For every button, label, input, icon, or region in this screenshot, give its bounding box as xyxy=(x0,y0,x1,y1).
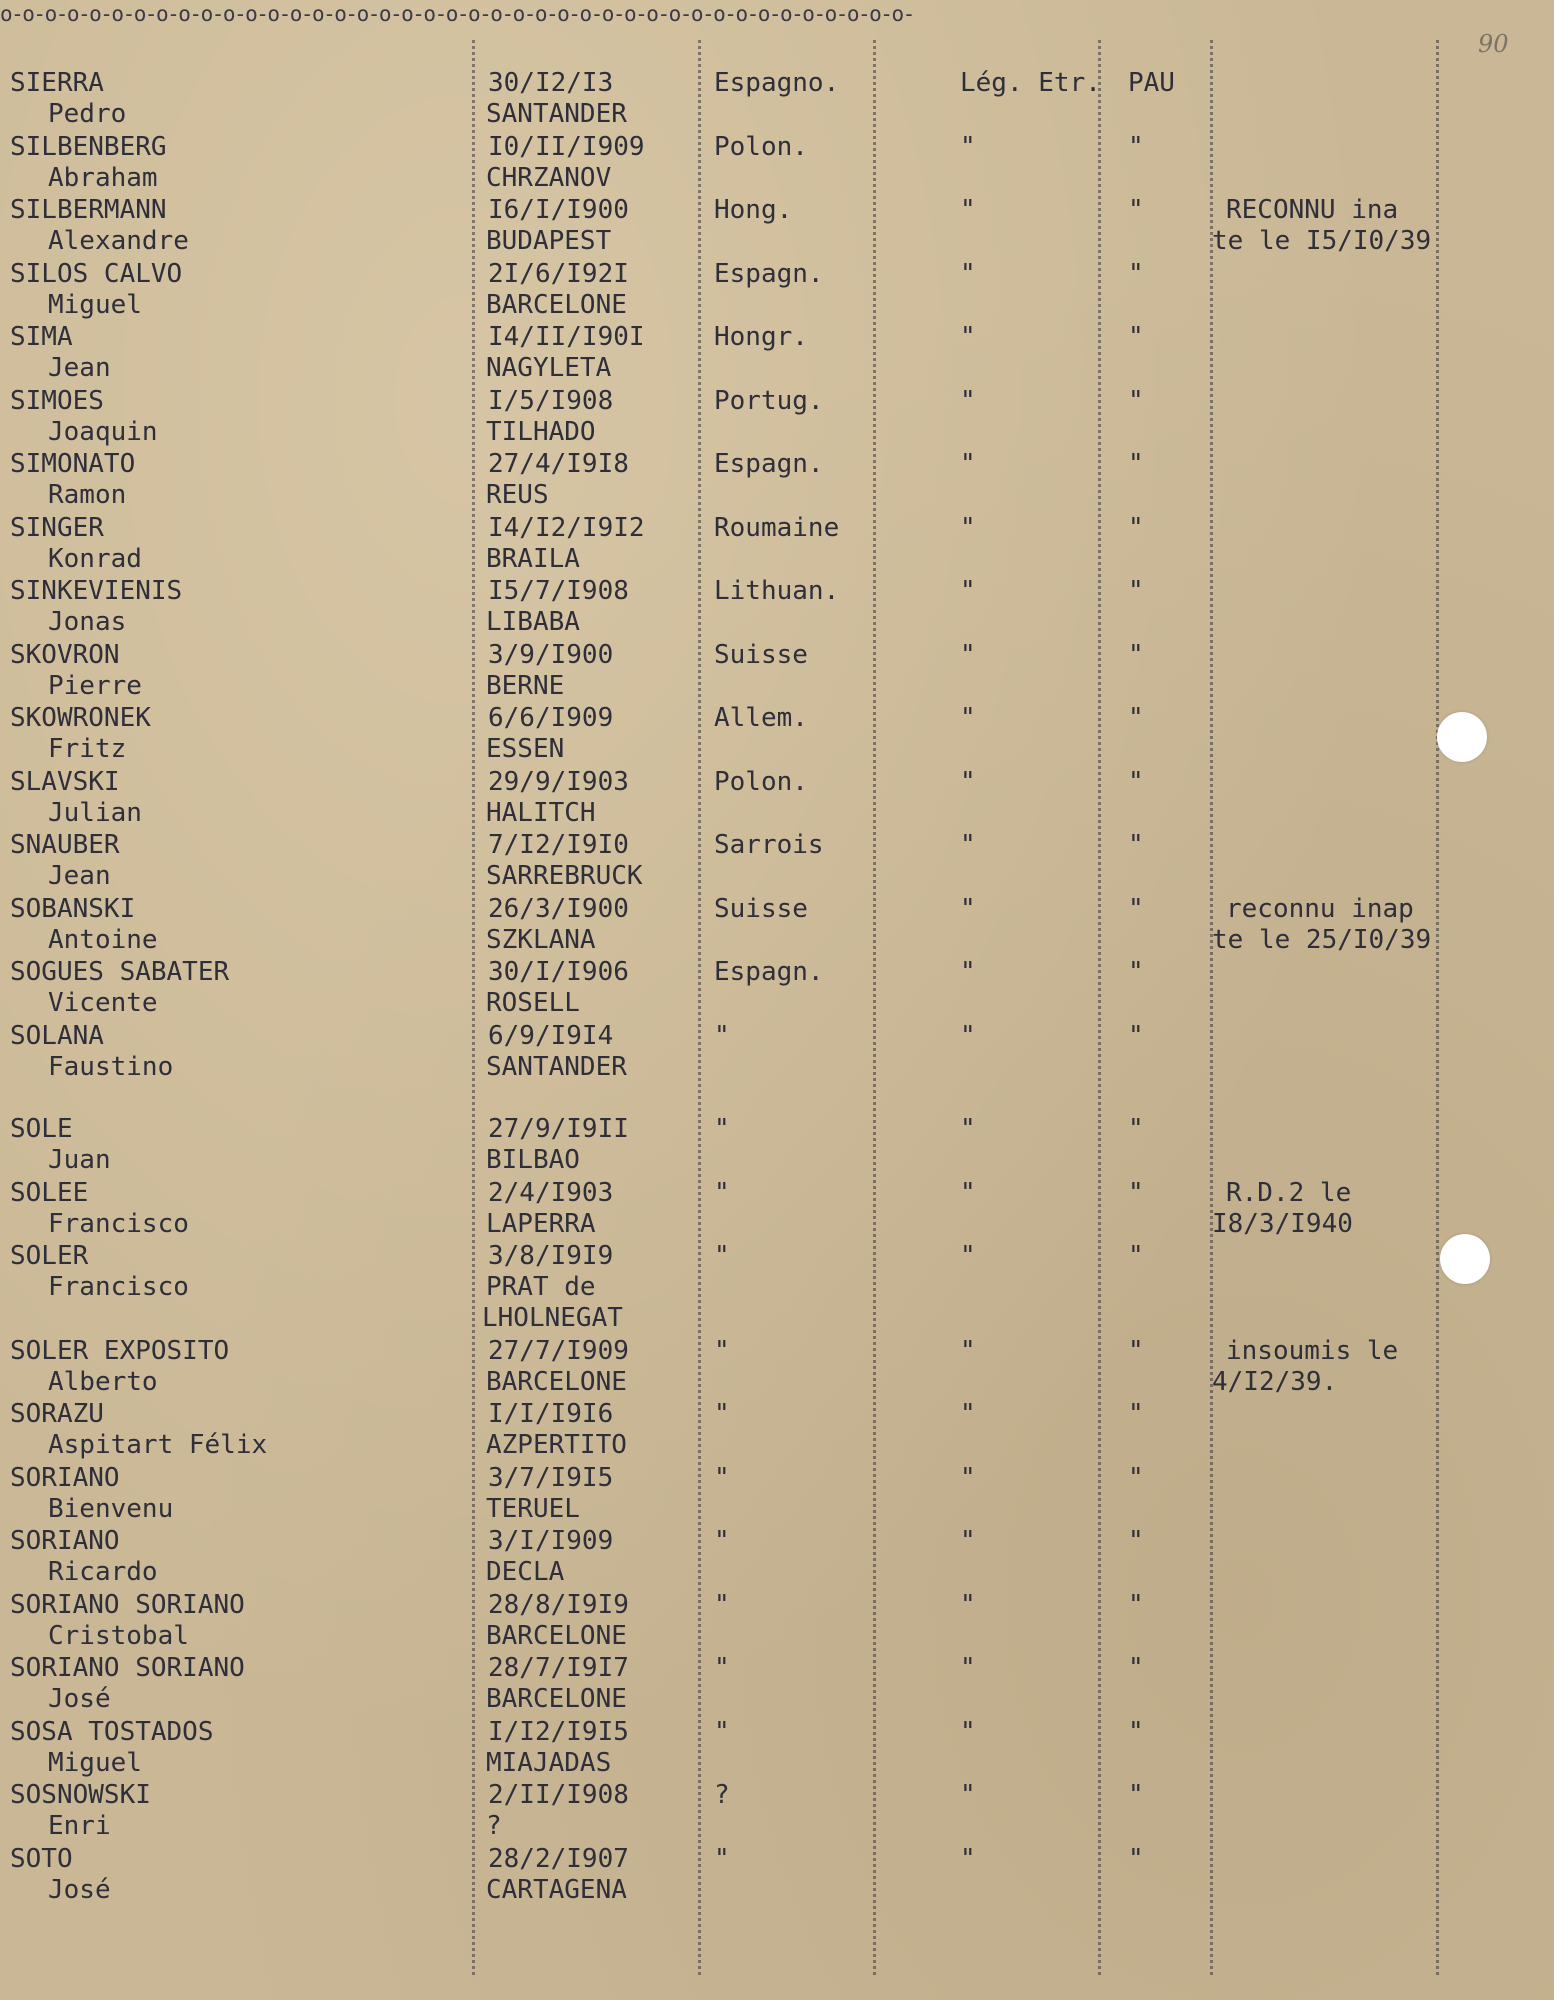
surname-cell: SLAVSKI xyxy=(10,766,120,797)
page-number: 90 xyxy=(1478,30,1509,58)
birth-place-cell: DECLA xyxy=(486,1557,565,1587)
table-row xyxy=(0,132,1554,196)
surname-cell: SOLER EXPOSITO xyxy=(10,1335,230,1366)
birth-date-cell: I4/I2/I9I2 xyxy=(488,512,645,543)
surname-cell: SOSA TOSTADOS xyxy=(10,1716,214,1747)
given-name-cell: Francisco xyxy=(48,1272,189,1302)
given-name-cell: Julian xyxy=(48,797,142,828)
location-cell: " xyxy=(1128,1843,1144,1874)
surname-cell: SOLANA xyxy=(10,1020,104,1051)
birth-date-cell: 28/8/I9I9 xyxy=(488,1589,629,1620)
given-name-cell: Juan xyxy=(48,1145,111,1175)
birth-date-cell: 27/4/I9I8 xyxy=(488,449,629,479)
birth-date-cell: I/I2/I9I5 xyxy=(488,1716,629,1747)
table-row xyxy=(0,640,1554,704)
corps-cell: " xyxy=(960,766,976,797)
corps-cell: " xyxy=(960,1241,976,1271)
given-name-cell: Bienvenu xyxy=(48,1493,174,1524)
surname-cell: SNAUBER xyxy=(10,830,120,860)
corps-cell: " xyxy=(960,893,976,924)
remark-cell: reconnu inap xyxy=(1226,893,1414,924)
table-row xyxy=(0,1021,1554,1085)
birth-place-cell: ROSELL xyxy=(486,988,580,1018)
surname-cell: SKOWRONEK xyxy=(10,703,151,733)
nationality-cell: " xyxy=(714,1177,730,1208)
corps-cell: " xyxy=(960,258,976,289)
birth-date-cell: 3/7/I9I5 xyxy=(488,1462,614,1493)
given-name-cell: Jean xyxy=(48,861,111,891)
given-name-cell: Konrad xyxy=(48,543,142,574)
surname-cell: SIMONATO xyxy=(10,449,136,479)
birth-place-cell: TERUEL xyxy=(486,1493,580,1524)
remark-cell: 4/I2/39. xyxy=(1212,1366,1338,1397)
location-cell: " xyxy=(1128,703,1144,733)
table-row xyxy=(0,576,1554,640)
nationality-cell: Espagn. xyxy=(714,957,824,987)
birth-date-cell: 28/2/I907 xyxy=(488,1843,629,1874)
given-name-cell: Cristobal xyxy=(48,1620,189,1651)
birth-place-cell: BERNE xyxy=(486,670,565,701)
table-row xyxy=(0,386,1554,450)
corps-cell: " xyxy=(960,830,976,860)
location-cell: " xyxy=(1128,322,1144,352)
table-row xyxy=(0,1526,1554,1590)
nationality-cell: Suisse xyxy=(714,893,808,924)
remark-cell: te le I5/I0/39 xyxy=(1212,226,1432,256)
birth-place-cell: BARCELONE xyxy=(486,289,627,320)
nationality-cell: " xyxy=(714,1653,730,1683)
surname-cell: SORIANO xyxy=(10,1526,120,1556)
given-name-cell: Alberto xyxy=(48,1366,158,1397)
birth-place-cell: BRAILA xyxy=(486,543,580,574)
location-cell: " xyxy=(1128,1716,1144,1747)
table-row xyxy=(0,513,1554,577)
nationality-cell: Espagno. xyxy=(714,68,840,98)
location-cell: " xyxy=(1128,1462,1144,1493)
location-cell: " xyxy=(1128,258,1144,289)
location-cell: " xyxy=(1128,195,1144,225)
birth-place-cell: MIAJADAS xyxy=(486,1747,612,1778)
nationality-cell: Hong. xyxy=(714,195,793,225)
corps-cell: " xyxy=(960,322,976,352)
table-row xyxy=(0,449,1554,513)
table-row xyxy=(0,1463,1554,1527)
location-cell: " xyxy=(1128,1589,1144,1620)
table-row xyxy=(0,1241,1554,1333)
birth-place-cell: BUDAPEST xyxy=(486,226,612,256)
nationality-cell: " xyxy=(714,1462,730,1493)
table-row xyxy=(0,1399,1554,1463)
birth-place-cell: LIBABA xyxy=(486,607,580,637)
table-row xyxy=(0,957,1554,1021)
birth-place-cell: SANTANDER xyxy=(486,1051,627,1082)
nationality-cell: Espagn. xyxy=(714,449,824,479)
corps-cell: " xyxy=(960,1780,976,1810)
given-name-cell: Pierre xyxy=(48,670,142,701)
birth-place-cell: REUS xyxy=(486,480,549,510)
birth-date-cell: 2I/6/I92I xyxy=(488,258,629,289)
nationality-cell: Roumaine xyxy=(714,512,840,543)
location-cell: " xyxy=(1128,1241,1144,1271)
location-cell: " xyxy=(1128,449,1144,479)
given-name-cell: Aspitart Félix xyxy=(48,1430,268,1460)
surname-cell: SKOVRON xyxy=(10,639,120,670)
table-row xyxy=(0,1590,1554,1654)
nationality-cell: Espagn. xyxy=(714,258,824,289)
birth-date-cell: 27/7/I909 xyxy=(488,1335,629,1366)
given-name-cell: Antoine xyxy=(48,924,158,955)
given-name-cell: Faustino xyxy=(48,1051,174,1082)
given-name-cell: Joaquin xyxy=(48,416,158,447)
remark-cell: insoumis le xyxy=(1226,1335,1399,1366)
surname-cell: SILBENBERG xyxy=(10,131,167,162)
table-row xyxy=(0,1780,1554,1844)
birth-place-cell: TILHADO xyxy=(486,416,596,447)
birth-place-cell: SARREBRUCK xyxy=(486,861,643,891)
table-row xyxy=(0,1844,1554,1908)
surname-cell: SOLER xyxy=(10,1241,89,1271)
given-name-cell: Ramon xyxy=(48,480,127,510)
birth-date-cell: 26/3/I900 xyxy=(488,893,629,924)
table-row xyxy=(0,1114,1554,1178)
given-name-cell: Miguel xyxy=(48,1747,142,1778)
birth-date-cell: I/5/I908 xyxy=(488,385,614,416)
table-row xyxy=(0,1653,1554,1717)
given-name-cell: Jean xyxy=(48,353,111,383)
remark-cell: I8/3/I940 xyxy=(1212,1208,1353,1239)
location-cell: " xyxy=(1128,1526,1144,1556)
surname-cell: SOTO xyxy=(10,1843,73,1874)
location-cell: " xyxy=(1128,1114,1144,1144)
birth-date-cell: I/I/I9I6 xyxy=(488,1399,614,1429)
surname-cell: SOGUES SABATER xyxy=(10,957,230,987)
table-row xyxy=(0,1336,1554,1400)
location-cell: " xyxy=(1128,1653,1144,1683)
corps-cell: " xyxy=(960,639,976,670)
nationality-cell: Allem. xyxy=(714,703,808,733)
row-spacer xyxy=(0,1305,1554,1336)
corps-cell: " xyxy=(960,449,976,479)
location-cell: " xyxy=(1128,1335,1144,1366)
birth-date-cell: 3/I/I909 xyxy=(488,1526,614,1556)
surname-cell: SORIANO SORIANO xyxy=(10,1653,245,1683)
nationality-cell: " xyxy=(714,1241,730,1271)
corps-cell: " xyxy=(960,385,976,416)
surname-cell: SILBERMANN xyxy=(10,195,167,225)
header-chain: o-o-o-o-o-o-o-o-o-o-o-o-o-o-o-o-o-o-o-o-o-o-o-o-o-o-o-o-o-o-o-o-o-o-o-o-o-o-o-o-o- xyxy=(0,2,914,26)
nationality-cell: " xyxy=(714,1843,730,1874)
table-row xyxy=(0,322,1554,386)
table-row xyxy=(0,830,1554,894)
location-cell: " xyxy=(1128,893,1144,924)
birth-date-cell: I0/II/I909 xyxy=(488,131,645,162)
birth-place-cell: BARCELONE xyxy=(486,1684,627,1714)
given-name-cell: Alexandre xyxy=(48,226,189,256)
nationality-cell: Polon. xyxy=(714,131,808,162)
remark-cell: RECONNU ina xyxy=(1226,195,1399,225)
location-cell: " xyxy=(1128,1020,1144,1051)
birth-date-cell: 30/I2/I3 xyxy=(488,68,614,98)
nationality-cell: " xyxy=(714,1020,730,1051)
corps-cell: " xyxy=(960,1716,976,1747)
birth-date-cell: I4/II/I90I xyxy=(488,322,645,352)
surname-cell: SILOS CALVO xyxy=(10,258,183,289)
corps-cell: " xyxy=(960,1589,976,1620)
surname-cell: SIMOES xyxy=(10,385,104,416)
corps-cell: " xyxy=(960,1462,976,1493)
birth-place-cell: PRAT de xyxy=(486,1272,596,1302)
register-table xyxy=(0,68,1554,1907)
punch-hole xyxy=(1440,1234,1490,1284)
corps-cell: Lég. Etr. xyxy=(960,68,1101,98)
location-cell: " xyxy=(1128,131,1144,162)
nationality-cell: Polon. xyxy=(714,766,808,797)
surname-cell: SINGER xyxy=(10,512,104,543)
nationality-cell: " xyxy=(714,1335,730,1366)
surname-cell: SOLE xyxy=(10,1114,73,1144)
location-cell: " xyxy=(1128,766,1144,797)
location-cell: " xyxy=(1128,1399,1144,1429)
birth-date-cell: 3/8/I9I9 xyxy=(488,1241,614,1271)
nationality-cell: Suisse xyxy=(714,639,808,670)
birth-place-cell: ESSEN xyxy=(486,734,565,764)
given-name-cell: Miguel xyxy=(48,289,142,320)
birth-date-cell: 2/II/I908 xyxy=(488,1780,629,1810)
given-name-cell: Francisco xyxy=(48,1208,189,1239)
birth-place-cell: AZPERTITO xyxy=(486,1430,627,1460)
remark-cell: te le 25/I0/39 xyxy=(1212,924,1432,955)
birth-date-cell: 6/6/I909 xyxy=(488,703,614,733)
birth-date-cell: 27/9/I9II xyxy=(488,1114,629,1144)
given-name-cell: Enri xyxy=(48,1811,111,1841)
corps-cell: " xyxy=(960,131,976,162)
location-cell: " xyxy=(1128,576,1144,606)
birth-date-cell: 3/9/I900 xyxy=(488,639,614,670)
birth-date-cell: 30/I/I906 xyxy=(488,957,629,987)
location-cell: PAU xyxy=(1128,68,1175,98)
surname-cell: SOLEE xyxy=(10,1177,89,1208)
nationality-cell: " xyxy=(714,1526,730,1556)
birth-date-cell: 7/I2/I9I0 xyxy=(488,830,629,860)
given-name-cell: Abraham xyxy=(48,162,158,193)
nationality-cell: Hongr. xyxy=(714,322,808,352)
location-cell: " xyxy=(1128,639,1144,670)
surname-cell: SIMA xyxy=(10,322,73,352)
table-row xyxy=(0,767,1554,831)
corps-cell: " xyxy=(960,957,976,987)
surname-cell: SOSNOWSKI xyxy=(10,1780,151,1810)
birth-place-cell: NAGYLETA xyxy=(486,353,612,383)
corps-cell: " xyxy=(960,1177,976,1208)
table-row xyxy=(0,1178,1554,1242)
corps-cell: " xyxy=(960,1335,976,1366)
birth-place-cell: BARCELONE xyxy=(486,1366,627,1397)
nationality-cell: " xyxy=(714,1716,730,1747)
table-row xyxy=(0,703,1554,767)
birth-place-cell: SANTANDER xyxy=(486,99,627,129)
given-name-cell: Vicente xyxy=(48,988,158,1018)
surname-cell: SORAZU xyxy=(10,1399,104,1429)
birth-place-cell: LAPERRA xyxy=(486,1208,596,1239)
birth-place-cell: BILBAO xyxy=(486,1145,580,1175)
corps-cell: " xyxy=(960,1114,976,1144)
birth-date-cell: I6/I/I900 xyxy=(488,195,629,225)
table-row xyxy=(0,259,1554,323)
location-cell: " xyxy=(1128,512,1144,543)
location-cell: " xyxy=(1128,957,1144,987)
corps-cell: " xyxy=(960,703,976,733)
corps-cell: " xyxy=(960,512,976,543)
birth-place-cell: BARCELONE xyxy=(486,1620,627,1651)
location-cell: " xyxy=(1128,1177,1144,1208)
nationality-cell: Portug. xyxy=(714,385,824,416)
given-name-cell: Fritz xyxy=(48,734,127,764)
birth-date-cell: 2/4/I903 xyxy=(488,1177,614,1208)
surname-cell: SIERRA xyxy=(10,68,104,98)
punch-hole xyxy=(1437,712,1487,762)
birth-place-cell: ? xyxy=(486,1811,502,1841)
nationality-cell: " xyxy=(714,1589,730,1620)
surname-cell: SORIANO SORIANO xyxy=(10,1589,245,1620)
corps-cell: " xyxy=(960,1843,976,1874)
given-name-cell: Ricardo xyxy=(48,1557,158,1587)
birth-date-cell: 28/7/I9I7 xyxy=(488,1653,629,1683)
given-name-cell: José xyxy=(48,1874,111,1905)
corps-cell: " xyxy=(960,1020,976,1051)
nationality-cell: Sarrois xyxy=(714,830,824,860)
nationality-cell: " xyxy=(714,1399,730,1429)
birth-date-cell: 29/9/I903 xyxy=(488,766,629,797)
surname-cell: SINKEVIENIS xyxy=(10,576,183,606)
birth-place-cell: HALITCH xyxy=(486,797,596,828)
corps-cell: " xyxy=(960,195,976,225)
birth-place-cell: CARTAGENA xyxy=(486,1874,627,1905)
location-cell: " xyxy=(1128,830,1144,860)
given-name-cell: Jonas xyxy=(48,607,127,637)
nationality-cell: Lithuan. xyxy=(714,576,840,606)
nationality-cell: ? xyxy=(714,1780,730,1810)
given-name-cell: Pedro xyxy=(48,99,127,129)
corps-cell: " xyxy=(960,576,976,606)
birth-place-cell: CHRZANOV xyxy=(486,162,612,193)
nationality-cell: " xyxy=(714,1114,730,1144)
given-name-cell: José xyxy=(48,1684,111,1714)
birth-place-cell: SZKLANA xyxy=(486,924,596,955)
corps-cell: " xyxy=(960,1399,976,1429)
corps-cell: " xyxy=(960,1526,976,1556)
location-cell: " xyxy=(1128,1780,1144,1810)
surname-cell: SORIANO xyxy=(10,1462,120,1493)
birth-place-cell: LHOLNEGAT xyxy=(482,1303,623,1333)
birth-date-cell: 6/9/I9I4 xyxy=(488,1020,614,1051)
table-row xyxy=(0,68,1554,132)
location-cell: " xyxy=(1128,385,1144,416)
corps-cell: " xyxy=(960,1653,976,1683)
table-row xyxy=(0,1717,1554,1781)
surname-cell: SOBANSKI xyxy=(10,893,136,924)
table-row xyxy=(0,894,1554,958)
row-spacer xyxy=(0,1084,1554,1114)
birth-date-cell: I5/7/I908 xyxy=(488,576,629,606)
table-row xyxy=(0,195,1554,259)
remark-cell: R.D.2 le xyxy=(1226,1177,1352,1208)
